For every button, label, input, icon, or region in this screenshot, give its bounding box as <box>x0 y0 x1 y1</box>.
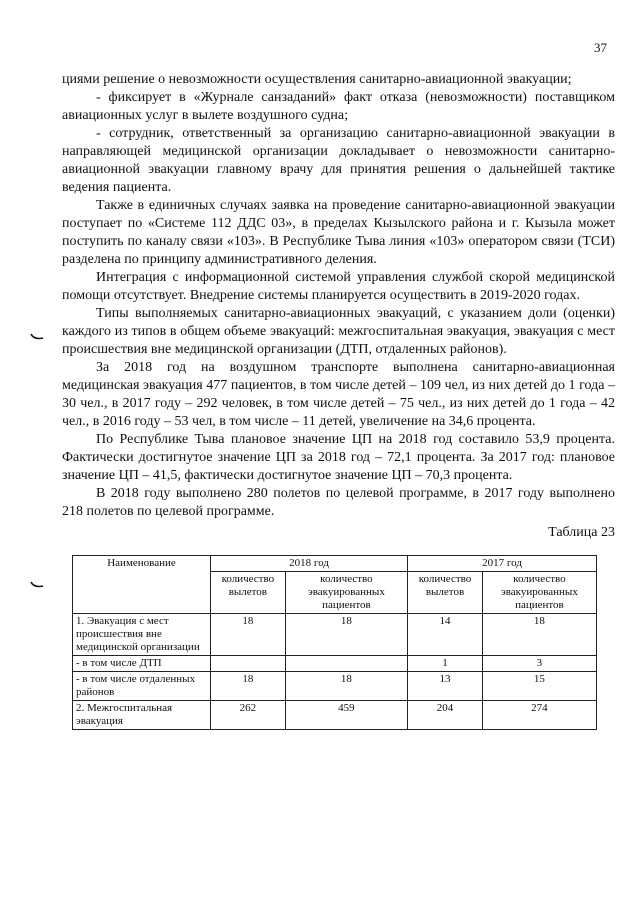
cell-patients-2018: 459 <box>285 701 407 730</box>
table-row <box>73 614 597 656</box>
row-name: - в том числе ДТП <box>73 656 211 672</box>
paragraph: В 2018 году выполнено 280 полетов по целевой программе, в 2017 году выполнено 218 полетов по целевой программе. <box>62 486 615 519</box>
paragraph: За 2018 год на воздушном транспорте выполнена санитарно-авиационная медицинская эвакуация 477 пациентов, в том числе детей – 109 чел, из них детей до 1 года – 30 чел., в 2017 году – 292 человек, в том числе детей – 75 чел., из них детей до 1 года – 42 чел., в 2016 году – 53 чел, в том числе – 11 детей, увеличение на 34,6 процента. <box>62 360 615 429</box>
cell-flights-2017: 13 <box>408 672 483 701</box>
cell-flights-2018: 262 <box>211 701 286 730</box>
cell-flights-2017: 1 <box>408 656 483 672</box>
paragraph: - сотрудник, ответственный за организацию санитарно-авиационной эвакуации в направляющей медицинской организации докладывает о невозможности санитарно-авиационной эвакуации главному врачу для принятия решения о дальнейшей тактике ведения пациента. <box>62 126 615 195</box>
subheader-patients-2017: количество эвакуированных пациентов <box>482 572 596 614</box>
table-label: Таблица 23 <box>548 525 615 540</box>
row-name: 1. Эвакуация с мест происшествия вне медицинской организации <box>73 614 211 656</box>
cell-patients-2017: 274 <box>482 701 596 730</box>
paragraph: Интеграция с информационной системой управления службой скорой медицинской помощи отсутствует. Внедрение системы планируется осуществить в 2019-2020 годах. <box>62 270 615 303</box>
table-header-row <box>73 556 597 572</box>
cell-flights-2018: 18 <box>211 614 286 656</box>
cell-patients-2018 <box>285 656 407 672</box>
subheader-flights-2017: количество вылетов <box>408 572 483 614</box>
cell-flights-2017: 204 <box>408 701 483 730</box>
table-row <box>73 656 597 672</box>
cell-patients-2017: 3 <box>482 656 596 672</box>
paragraph: циями решение о невозможности осуществления санитарно-авиационной эвакуации; <box>62 72 572 87</box>
margin-check-mark <box>30 333 44 341</box>
row-name: 2. Межгоспитальная эвакуация <box>73 701 211 730</box>
header-name: Наименование <box>73 556 211 614</box>
cell-flights-2018: 18 <box>211 672 286 701</box>
margin-check-mark <box>30 581 44 589</box>
subheader-flights-2018: количество вылетов <box>211 572 286 614</box>
cell-flights-2018 <box>211 656 286 672</box>
table-row <box>73 701 597 730</box>
paragraph: Также в единичных случаях заявка на проведение санитарно-авиационной эвакуации поступает по «Системе 112 ДДС 03», в пределах Кызылского района и г. Кызыла может поступить по каналу связи «103». В Республике Тыва линия «103» оператором связи (ТСИ) разделена по принципу административного деления. <box>62 198 615 267</box>
table-row <box>73 672 597 701</box>
header-year-2017: 2017 год <box>408 556 597 572</box>
cell-patients-2018: 18 <box>285 672 407 701</box>
header-year-2018: 2018 год <box>211 556 408 572</box>
document-body <box>62 71 615 730</box>
page-number: 37 <box>594 40 607 55</box>
paragraph: Типы выполняемых санитарно-авиационных эвакуаций, с указанием доли (оценки) каждого из типов в общем объеме эвакуаций: межгоспитальная эвакуация, эвакуация с мест происшествия вне медицинской организации (ДТП, отдаленных районов). <box>62 306 615 357</box>
subheader-patients-2018: количество эвакуированных пациентов <box>285 572 407 614</box>
evacuation-table <box>72 555 597 730</box>
cell-patients-2017: 15 <box>482 672 596 701</box>
cell-patients-2017: 18 <box>482 614 596 656</box>
paragraph: По Республике Тыва плановое значение ЦП на 2018 год составило 53,9 процента. Фактически достигнутое значение ЦП за 2018 год – 72,1 процента. За 2017 год: плановое значение ЦП – 41,5, фактически достигнутое значение ЦП – 70,3 процента. <box>62 432 615 483</box>
cell-patients-2018: 18 <box>285 614 407 656</box>
paragraph: - фиксирует в «Журнале санзаданий» факт отказа (невозможности) поставщиком авиационных услуг в вылете воздушного судна; <box>62 90 615 123</box>
row-name: - в том числе отдаленных районов <box>73 672 211 701</box>
cell-flights-2017: 14 <box>408 614 483 656</box>
